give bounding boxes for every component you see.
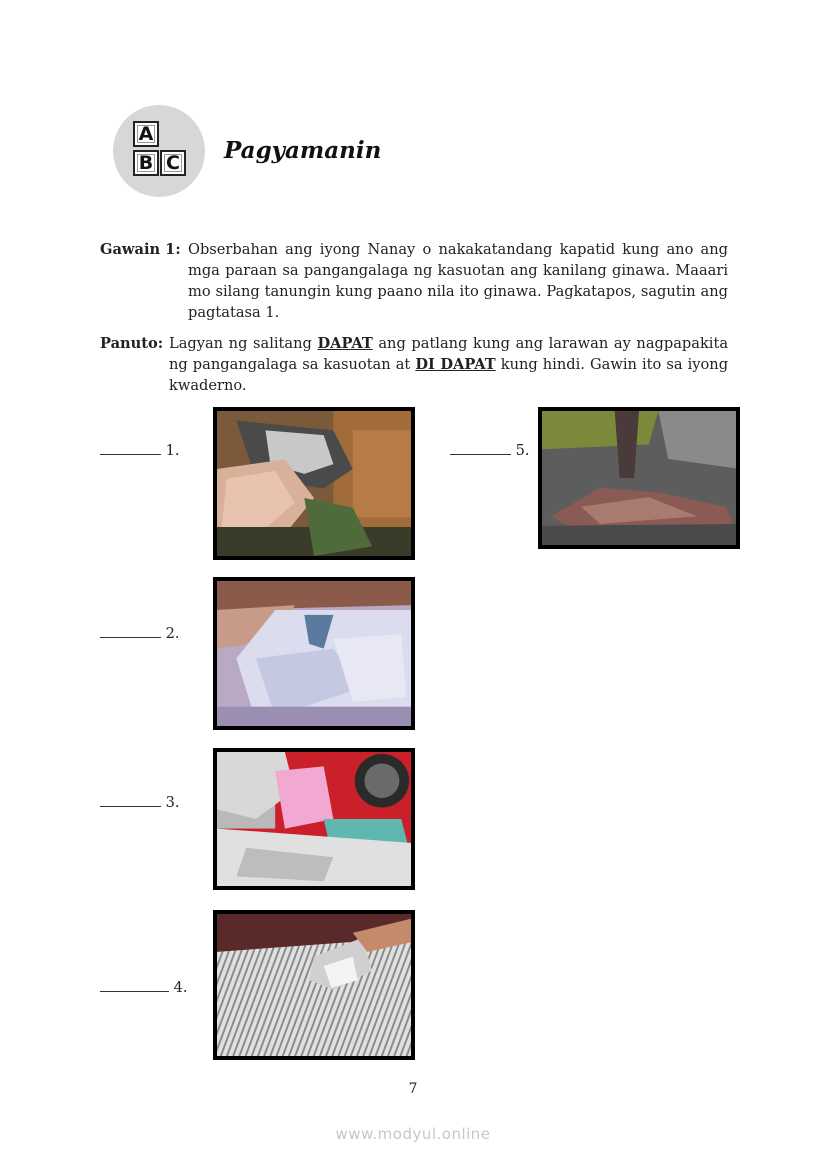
answer-line-5 <box>450 440 530 459</box>
answer-line-4 <box>100 977 188 996</box>
answer-blank[interactable] <box>100 623 161 638</box>
clothes-on-floor-photo <box>538 407 740 549</box>
folding-white-shirt-photo <box>213 577 415 730</box>
di-dapat-keyword: DI DAPAT <box>415 356 496 373</box>
dapat-keyword: DAPAT <box>317 335 373 352</box>
item-number: 5. <box>515 442 530 459</box>
abc-blocks-logo <box>113 105 205 197</box>
answer-line-3 <box>100 792 180 811</box>
panuto-paragraph <box>100 333 728 396</box>
letter-block-a: A <box>133 121 159 147</box>
gawain-label: Gawain 1: <box>100 241 181 258</box>
panuto-text-after: kung hindi. Gawin ito sa iyong kwaderno. <box>169 356 729 394</box>
section-title: Pagyamanin <box>224 137 382 164</box>
answer-line-1 <box>100 440 180 459</box>
answer-line-2 <box>100 623 180 642</box>
handwashing-clothes-photo <box>213 748 415 890</box>
panuto-text-before: Lagyan ng salitang <box>169 335 312 352</box>
item-number: 4. <box>173 979 188 996</box>
item-number: 1. <box>165 442 180 459</box>
page-number: 7 <box>408 1081 418 1097</box>
panuto-text <box>169 333 728 396</box>
panuto-text-middle: ang patlang kung ang larawan ay nagpapakita ng pangangalaga sa kasuotan at <box>169 335 729 373</box>
item-number: 3. <box>165 794 180 811</box>
watermark: www.modyul.online <box>335 1125 491 1143</box>
ironing-striped-shirt-photo <box>213 910 415 1060</box>
gawain-text: Obserbahan ang iyong Nanay o nakakatandang kapatid kung ano ang mga paraan sa pangangalaga ng kasuotan ang kanilang ginawa. Maaari mo silang tanungin kung paano nila ito ginawa. Pagkatapos, sagutin ang pagtatasa 1. <box>188 241 728 321</box>
item-number: 2. <box>165 625 180 642</box>
answer-blank[interactable] <box>100 977 169 992</box>
answer-blank[interactable] <box>100 440 161 455</box>
letter-block-b: B <box>133 150 159 176</box>
letter-block-c: C <box>160 150 186 176</box>
gawain-paragraph <box>100 239 728 323</box>
panuto-label: Panuto: <box>100 335 164 352</box>
answer-blank[interactable] <box>100 792 161 807</box>
hand-holding-clothes-photo <box>213 407 415 560</box>
answer-blank[interactable] <box>450 440 511 455</box>
